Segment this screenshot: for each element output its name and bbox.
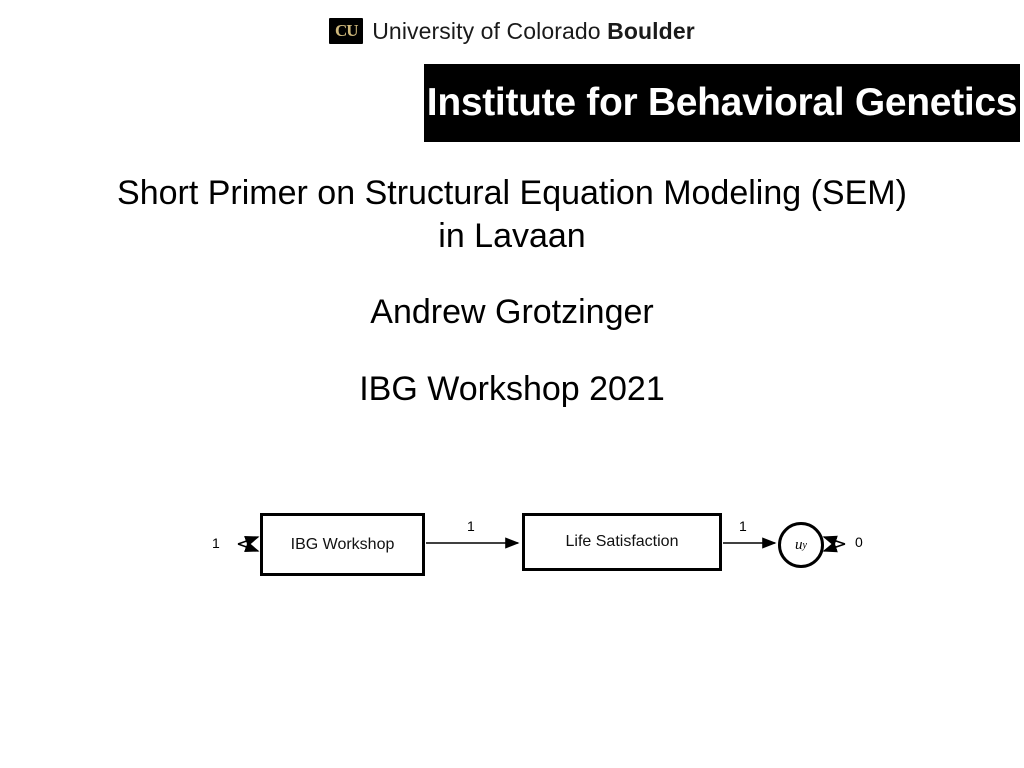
label-variance-left: 1 bbox=[212, 535, 220, 551]
sem-path-diagram bbox=[190, 480, 910, 620]
diagram-node-residual bbox=[778, 522, 824, 568]
residual-subscript: y bbox=[802, 539, 807, 551]
diagram-node-outcome: Life Satisfaction bbox=[522, 513, 722, 571]
event-name: IBG Workshop 2021 bbox=[359, 370, 665, 408]
cu-buffalo-icon: CU bbox=[329, 18, 363, 44]
cu-wordmark-bold: Boulder bbox=[607, 17, 695, 44]
diagram-node-predictor: IBG Workshop bbox=[260, 513, 425, 576]
label-variance-right: 0 bbox=[855, 534, 863, 550]
label-path-two: 1 bbox=[739, 518, 747, 534]
residual-symbol: u bbox=[795, 536, 803, 553]
subtitle-spacer bbox=[62, 335, 962, 366]
institute-banner bbox=[424, 64, 1020, 142]
page-title-line-1: Short Primer on Structural Equation Modeling (SEM) bbox=[117, 174, 907, 212]
slide-title-block bbox=[62, 172, 962, 412]
cu-boulder-logo bbox=[0, 10, 1024, 52]
institute-banner-text: Institute for Behavioral Genetics bbox=[426, 81, 1018, 124]
presenter-name: Andrew Grotzinger bbox=[370, 293, 654, 331]
cu-wordmark-light: University of Colorado bbox=[372, 17, 608, 44]
page-title-line-2: in Lavaan bbox=[438, 217, 586, 255]
title-spacer bbox=[62, 258, 962, 289]
cu-wordmark bbox=[372, 18, 695, 45]
label-path-one: 1 bbox=[467, 518, 475, 534]
